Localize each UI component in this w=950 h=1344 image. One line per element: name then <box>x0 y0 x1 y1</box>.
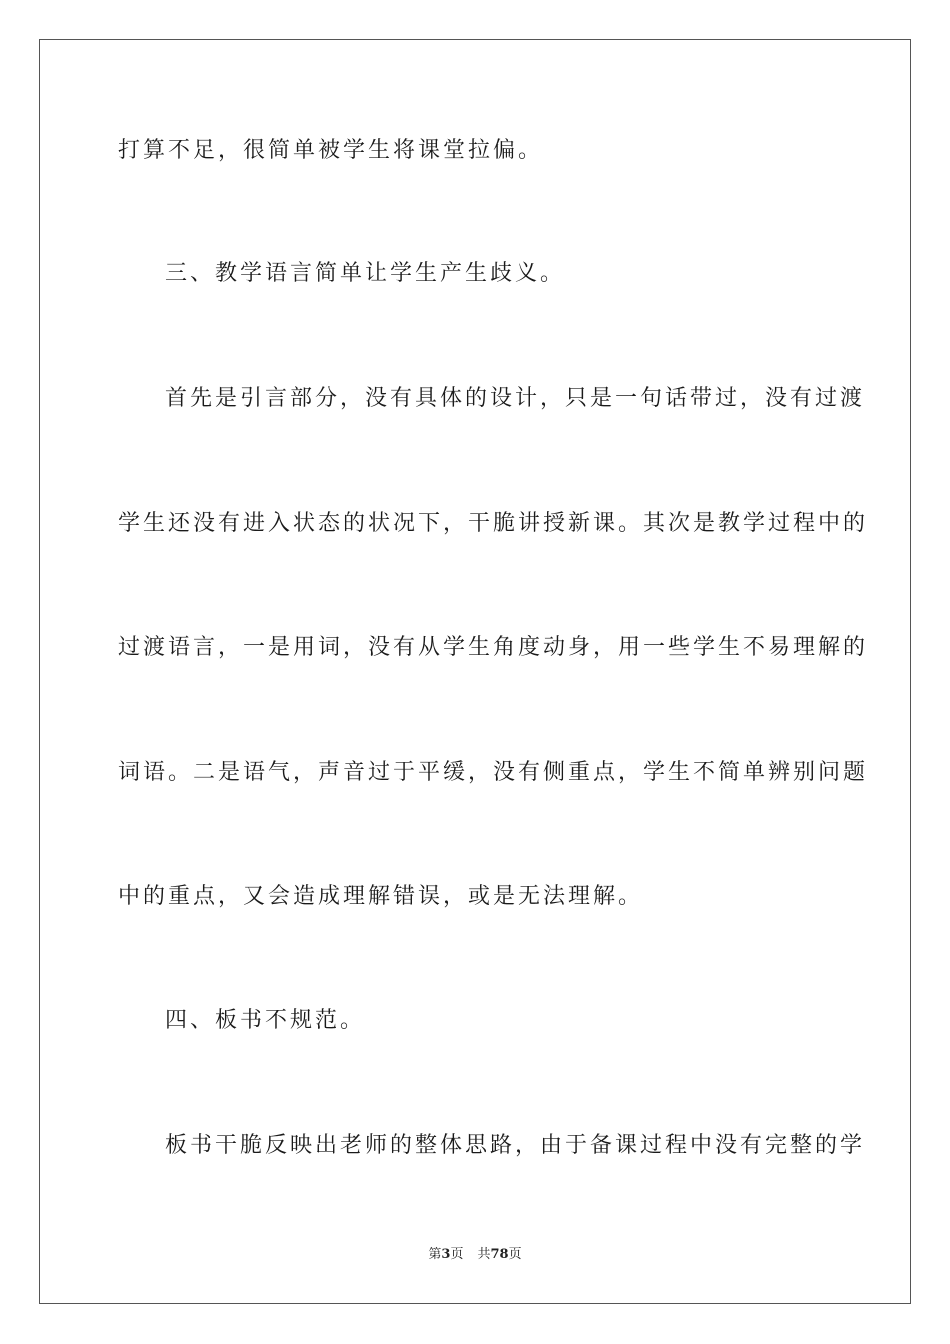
body-line-1: 打算不足，很简单被学生将课堂拉偏。 <box>118 138 544 163</box>
page-prefix: 第 <box>428 1247 442 1262</box>
body-line-6: 词语。二是语气，声音过于平缓，没有侧重点，学生不简单辨别问题 <box>118 760 869 785</box>
total-suffix: 页 <box>508 1247 522 1262</box>
page-footer <box>0 1246 950 1264</box>
body-line-3: 首先是引言部分，没有具体的设计，只是一句话带过，没有过渡 <box>165 386 866 411</box>
body-line-9: 板书干脆反映出老师的整体思路，由于备课过程中没有完整的学 <box>165 1133 866 1158</box>
section-heading-4: 四、板书不规范。 <box>165 1008 366 1033</box>
page-frame <box>39 39 911 1304</box>
page-suffix: 页 <box>450 1247 464 1262</box>
body-line-4: 学生还没有进入状态的状况下，干脆讲授新课。其次是教学过程中的 <box>118 511 869 536</box>
section-heading-3: 三、教学语言简单让学生产生歧义。 <box>165 261 566 286</box>
body-line-7: 中的重点，又会造成理解错误，或是无法理解。 <box>118 884 644 909</box>
page-number: 3 <box>441 1247 451 1262</box>
total-prefix: 共 <box>477 1247 491 1262</box>
body-line-5: 过渡语言，一是用词，没有从学生角度动身，用一些学生不易理解的 <box>118 635 869 660</box>
total-pages: 78 <box>490 1247 509 1262</box>
